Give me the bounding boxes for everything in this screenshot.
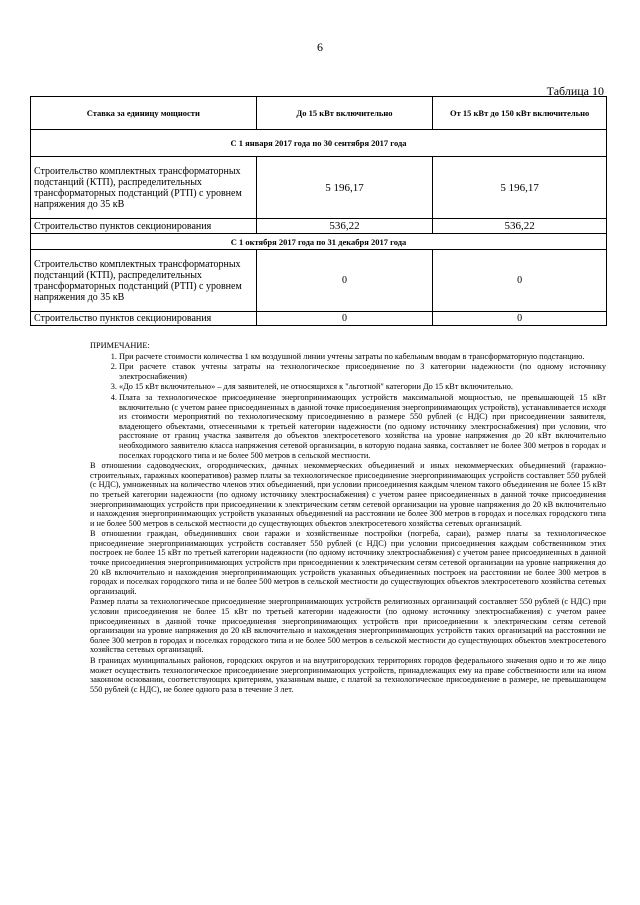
note-item: 3. «До 15 кВт включительно» – для заявителей, не относящихся к "льготной" категории До 15 кВт включительно. — [119, 382, 606, 392]
note-paragraph: В отношении садоводческих, огороднических, дачных некоммерческих объединений и иных некоммерческих объединений (гаражно-строительных, гаражных кооперативов) размер платы за технологическое присоединение энергопринимающих устройств составляет 550 рублей (с НДС), умноженных на количество членов этих объединений, при условии присоединения каждым членом такого объединения не более 15 кВт по третьей категории надежности (по одному источнику электроснабжения) с учетом ранее присоединенных в данной точке присоединения энергопринимающих устройств при присоединении к электрическим сетям сетевой организации на уровне напряжения до 20 кВ включительно и нахождения энергопринимающих устройств указанных объединений на расстоянии не более 300 метров в городах и поселках городского типа и не более 500 метров в сельской местности до существующих объектов электросетевого хозяйства сетевых организаций. — [90, 461, 606, 528]
cell-15-to-150: 0 — [433, 250, 607, 312]
cell-15-to-150: 5 196,17 — [433, 157, 607, 219]
cell-up-to-15: 0 — [256, 250, 433, 312]
period-label: С 1 октября 2017 года по 31 декабря 2017 года — [31, 234, 607, 250]
table-row — [31, 219, 607, 234]
note-item: 2. При расчете ставок учтены затраты на технологическое присоединение по 3 категории надежности (по одному источнику электроснабжения) — [119, 362, 606, 381]
header-up-to-15: До 15 кВт включительно — [256, 97, 433, 130]
period-row-1 — [31, 130, 607, 157]
row-label: Строительство комплектных трансформаторных подстанций (КТП), распределительных трансформаторных подстанций (РТП) с уровнем напряжения до 35 кВ — [31, 157, 257, 219]
header-15-to-150: От 15 кВт до 150 кВт включительно — [433, 97, 607, 130]
note-paragraph: В отношении граждан, объединивших свои гаражи и хозяйственные постройки (погреба, сараи), размер платы за технологическое присоединение энергопринимающих устройств составляет 550 рублей (с НДС) при условии присоединения каждым собственником этих построек не более 15 кВт по третьей категории надежности (по одному источнику электроснабжения) с учетом ранее присоединенных в данной точке присоединения энергопринимающих устройств при присоединении к электрическим сетям сетевой организации на уровне напряжения до 20 кВ включительно и нахождения энергопринимающих устройств указанных объединенных построек на расстоянии не более 300 метров в городах и поселках городского типа и не более 500 метров в сельской местности до существующих объектов электросетевого хозяйства сетевых организаций. — [90, 529, 606, 596]
table-header-row — [31, 97, 607, 130]
header-rate: Ставка за единицу мощности — [31, 97, 257, 130]
note-paragraph: Размер платы за технологическое присоединение энергопринимающих устройств религиозных организаций составляет 550 рублей (с НДС) при условии присоединения не более 15 кВт по третьей категории надежности (по одному источнику электроснабжения) с учетом ранее присоединенных в данной точке присоединения энергопринимающих устройств при присоединении к электрическим сетям сетевой организации на уровне напряжения до 20 кВ включительно и нахождения энергопринимающих устройств таких организаций на расстоянии не более 300 метров в городах и поселках городского типа и не более 500 метров в сельской местности до существующих объектов электросетевого хозяйства сетевых организаций. — [90, 597, 606, 655]
table-row — [31, 250, 607, 312]
note-item: 4. Плата за технологическое присоединение энергопринимающих устройств максимальной мощностью, не превышающей 15 кВт включительно (с учетом ранее присоединенных в данной точке присоединения энергопринимающих устройств), устанавливается исходя из стоимости мероприятий по технологическому присоединению в размере 550 рублей (с НДС) при присоединении заявителя, владеющего объектами, отнесенными к третьей категории надежности (по одному источнику электроснабжения) при условии, что расстояние от границ участка заявителя до объектов электросетевого хозяйства на уровне напряжения до 20 кВт включительно необходимого заявителю класса напряжения сетевой организации, в которую подана заявка, составляет не более 300 метров в городах и поселках городского типа и не более 500 метров в сельской местности. — [119, 393, 606, 460]
row-label: Строительство комплектных трансформаторных подстанций (КТП), распределительных трансформаторных подстанций (РТП) с уровнем напряжения до 35 кВ — [31, 250, 257, 312]
notes-title: ПРИМЕЧАНИЕ: — [90, 341, 150, 350]
row-label: Строительство пунктов секционирования — [31, 312, 257, 326]
notes-section — [90, 341, 606, 695]
cell-up-to-15: 0 — [256, 312, 433, 326]
period-label: С 1 января 2017 года по 30 сентября 2017 года — [31, 130, 607, 157]
notes-list — [90, 352, 606, 461]
cell-15-to-150: 0 — [433, 312, 607, 326]
period-row-2 — [31, 234, 607, 250]
row-label: Строительство пунктов секционирования — [31, 219, 257, 234]
table-row — [31, 157, 607, 219]
cell-up-to-15: 536,22 — [256, 219, 433, 234]
tariff-table — [30, 96, 607, 326]
page-number: 6 — [317, 40, 323, 54]
note-paragraph: В границах муниципальных районов, городских округов и на внутригородских территориях городов федерального значения одно и то же лицо может осуществить технологическое присоединение энергопринимающих устройств, принадлежащих ему на праве собственности или на ином законном основании, соответствующих критериям, указанным выше, с платой за технологическое присоединение в размере, не превышающем 550 рублей (с НДС), не более одного раза в течение 3 лет. — [90, 656, 606, 694]
note-item: 1. При расчете стоимости количества 1 км воздушной линии учтены затраты по кабельным вводам в трансформаторную подстанцию. — [119, 352, 606, 362]
cell-15-to-150: 536,22 — [433, 219, 607, 234]
cell-up-to-15: 5 196,17 — [256, 157, 433, 219]
table-row — [31, 312, 607, 326]
table-caption: Таблица 10 — [546, 84, 604, 98]
